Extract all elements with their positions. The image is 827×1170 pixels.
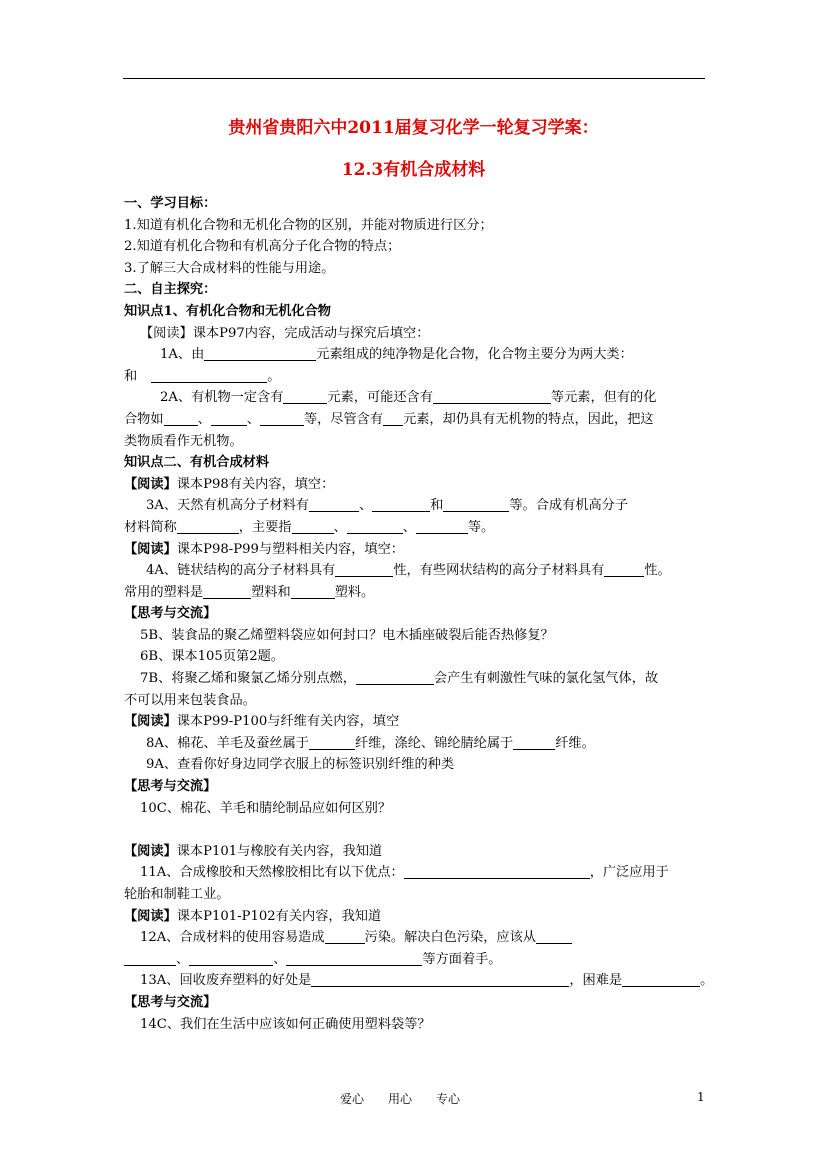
answer-blank[interactable]	[416, 519, 468, 534]
knowledge-point-heading: 知识点1、有机化合物和无机化合物	[124, 303, 331, 319]
answer-blank[interactable]	[203, 584, 251, 599]
worksheet-body	[124, 193, 724, 1035]
question-1a-cont: 和 。	[124, 368, 281, 384]
question-8a: 8A、棉花、羊毛及蚕丝属于 纤维，涤纶、锦纶腈纶属于 纤维。	[146, 735, 595, 751]
answer-blank[interactable]	[286, 951, 422, 966]
goal-line: 1.知道有机化合物和无机化合物的区别，并能对物质进行区分；	[124, 217, 493, 233]
answer-blank[interactable]	[372, 497, 430, 512]
answer-blank[interactable]	[309, 735, 355, 750]
reading-instruction: 【阅读】课本P101与橡胶有关内容，我知道	[124, 843, 383, 859]
question-3a-cont: 材料简称 ，主要指 、 、 等。	[124, 519, 495, 535]
discussion-heading: 【思考与交流】	[124, 606, 217, 622]
reading-instruction: 【阅读】课本P101-P102有关内容，我知道	[124, 908, 382, 924]
page-number: 1	[697, 1090, 705, 1104]
answer-blank[interactable]	[622, 972, 700, 987]
question-5b: 5B、装食品的聚乙烯塑料袋应如何封口？电木插座破裂后能否热修复？	[140, 627, 554, 643]
question-13a: 13A、回收废弃塑料的好处是 ，困难是 。	[140, 973, 714, 989]
reading-instruction: 【阅读】课本P98有关内容，填空：	[124, 476, 335, 492]
footer-motto: 爱心 用心 专心	[340, 1092, 461, 1106]
question-1a: 1A、由 元素组成的纯净物是化合物，化合物主要分为两大类：	[160, 347, 633, 363]
question-6b: 6B、课本105页第2题。	[140, 649, 284, 665]
answer-blank[interactable]	[347, 519, 403, 534]
answer-blank[interactable]	[513, 735, 555, 750]
question-10c: 10C、棉花、羊毛和腈纶制品应如何区别？	[140, 800, 392, 816]
document-subtitle: 12.3有机合成材料	[341, 160, 486, 180]
answer-blank[interactable]	[283, 389, 327, 404]
question-2a-cont: 合物如 、 、 等，尽管含有 元素，却仍具有无机物的特点，因此，把这	[124, 411, 654, 427]
answer-blank[interactable]	[291, 584, 335, 599]
goal-line: 2.知道有机化合物和有机高分子化合物的特点；	[124, 239, 401, 255]
discussion-heading: 【思考与交流】	[124, 779, 217, 795]
question-14c: 14C、我们在生活中应该如何正确使用塑料袋等？	[140, 1016, 431, 1032]
answer-blank[interactable]	[356, 670, 434, 685]
question-7b: 7B、将聚乙烯和聚氯乙烯分别点燃， 会产生有刺激性气味的氯化氢气体，故	[140, 671, 659, 687]
answer-blank[interactable]	[311, 972, 569, 987]
answer-blank[interactable]	[204, 346, 316, 361]
answer-blank[interactable]	[335, 562, 393, 577]
question-11a-cont: 轮胎和制鞋工业。	[124, 887, 230, 902]
knowledge-point-heading: 知识点二、有机合成材料	[124, 455, 270, 471]
answer-blank[interactable]	[189, 951, 273, 966]
answer-blank[interactable]	[124, 951, 176, 966]
question-7b-cont: 不可以用来包装食品。	[124, 692, 256, 708]
answer-blank[interactable]	[211, 411, 247, 426]
answer-blank[interactable]	[177, 519, 239, 534]
answer-blank[interactable]	[260, 411, 304, 426]
answer-blank[interactable]	[325, 929, 365, 944]
reading-instruction: 【阅读】课本P99-P100与纤维有关内容，填空	[124, 714, 400, 730]
reading-instruction: 【阅读】课本P97内容，完成活动与探究后填空：	[140, 325, 430, 341]
goal-line: 3.了解三大合成材料的性能与用途。	[124, 260, 335, 276]
question-2a: 2A、有机物一定含有 元素，可能还含有 等元素，但有的化	[160, 390, 657, 406]
answer-blank[interactable]	[292, 519, 334, 534]
section-heading: 二、自主探究：	[124, 282, 217, 298]
answer-blank[interactable]	[151, 368, 267, 383]
question-4a: 4A、链状结构的高分子材料具有 性，有些网状结构的高分子材料具有 性。	[146, 563, 671, 579]
document-title: 贵州省贵阳六中2011届复习化学一轮复习学案：	[228, 118, 599, 138]
header-rule	[123, 78, 705, 79]
question-3a: 3A、天然有机高分子材料有 、 和 等。合成有机高分子	[146, 498, 629, 514]
question-11a: 11A、合成橡胶和天然橡胶相比有以下优点： ，广泛应用于	[140, 865, 669, 881]
reading-instruction: 【阅读】课本P98-P99与塑料相关内容，填空：	[124, 541, 404, 557]
answer-blank[interactable]	[433, 389, 551, 404]
question-2a-cont: 类物质看作无机物。	[124, 433, 243, 449]
answer-blank[interactable]	[536, 929, 572, 944]
question-4a-cont: 常用的塑料是 塑料和 塑料。	[124, 584, 375, 600]
question-12a-cont: 、 、 等方面着手。	[124, 949, 724, 971]
answer-blank[interactable]	[164, 411, 198, 426]
question-9a: 9A、查看你好身边同学衣服上的标签识别纤维的种类	[146, 757, 455, 773]
section-heading: 一、学习目标：	[124, 196, 217, 211]
question-12a: 12A、合成材料的使用容易造成 污染。解决白色污染，应该从	[124, 927, 724, 949]
answer-blank[interactable]	[383, 411, 403, 426]
answer-blank[interactable]	[309, 497, 359, 512]
discussion-heading: 【思考与交流】	[124, 994, 217, 1010]
answer-blank[interactable]	[443, 497, 509, 512]
answer-blank[interactable]	[404, 864, 590, 879]
answer-blank[interactable]	[604, 562, 644, 577]
